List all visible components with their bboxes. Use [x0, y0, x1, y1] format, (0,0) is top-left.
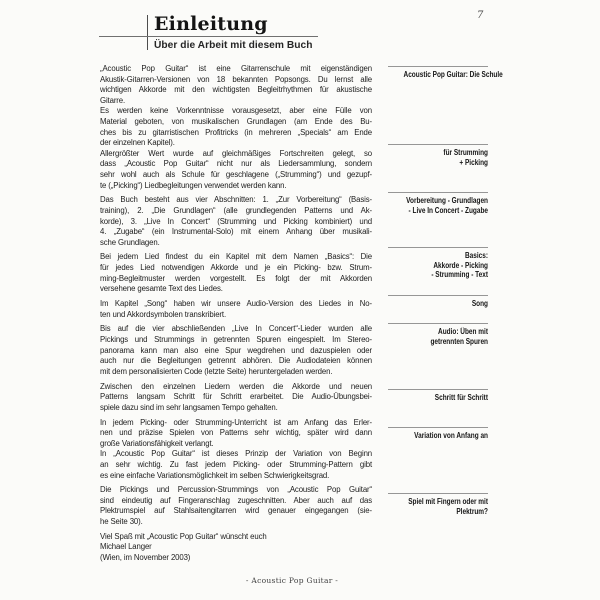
margin-note-line: Vorbereitung - Grundlagen [406, 196, 488, 205]
body-line: ches bis zu gitarristischen Profitricks (in mehreren „Specials“ am Ende [100, 127, 372, 137]
body-line: Es werden keine Vorkenntnisse vorausgesetzt, aber eine Fülle von [100, 106, 372, 116]
margin-note-line: getrennten Spuren [430, 336, 488, 346]
body-paragraph [100, 382, 372, 414]
body-paragraph [100, 532, 372, 564]
body-line: In jedem Picking- oder Strumming-Unterricht ist am Anfang das Erler- [100, 417, 372, 427]
body-line: te („Picking“) Liedbegleitungen verwendet werden kann. [100, 180, 287, 190]
body-line: Allergrößter Wert wurde auf gleichmäßiges Fortschreiten gelegt, so [100, 148, 372, 158]
body-line: ming-Begleitmuster werden vorgestellt. Es folgt der mit Akkorden [100, 273, 372, 283]
margin-note [385, 247, 488, 280]
body-line: Bis auf die vier abschließenden „Live In Concert“-Lieder wurden alle [100, 324, 372, 334]
body-line: wichtigen Akkorde mit den wichtigsten Begleitrhythmen für akustische [100, 85, 372, 95]
body-line: große Variationsfähigkeit verlangt. [100, 438, 214, 448]
body-line: Material geboten, von musikalischen Grundlagen (am Ende des Bu- [100, 116, 372, 126]
body-line: 4. „Zugabe“ (ein Instrumental-Solo) mit einem Anhang über musikali- [100, 227, 372, 237]
margin-note-line: Basics: [464, 251, 488, 260]
body-line: Im Kapitel „Song“ haben wir unsere Audio-Version des Liedes in No- [100, 299, 372, 309]
body-line: sehr wohl auch als Schule für geschlagene („Strumming“) und gezupf- [100, 169, 372, 179]
title-horizontal-rule [99, 36, 318, 37]
body-line: spiele dazu sind im sehr langsamen Tempo gehalten. [100, 402, 278, 412]
margin-note-rule [388, 66, 488, 67]
body-line: training), 2. „Die Grundlagen“ (alle grundlegenden Patterns und Ak- [100, 205, 372, 215]
body-line: sind eindeutig auf Fingeranschlag zugeschnitten. Aber auch auf das [100, 495, 372, 505]
margin-note-line: Acoustic Pop Guitar: Die Schule [403, 70, 503, 79]
page-title: Einleitung [154, 13, 268, 35]
body-paragraph [100, 299, 372, 320]
margin-note-rule [388, 389, 488, 390]
body-line: „Acoustic Pop Guitar“ ist eine Gitarrenschule mit eigenständigen [100, 64, 372, 73]
margin-note-rule [388, 144, 488, 145]
body-paragraph [100, 252, 372, 294]
margin-note [385, 493, 488, 516]
margin-note-line: Variation von Anfang an [414, 431, 488, 440]
margin-note-line: Spiel mit Fingern oder mit [408, 497, 488, 506]
margin-note [385, 427, 488, 441]
margin-note-line: - Strumming - Text [431, 270, 488, 280]
margin-note-rule [388, 323, 488, 324]
body-line: der einzelnen Kapitel). [100, 138, 175, 148]
margin-note-line: für Strumming [443, 148, 488, 157]
body-line: Akustik-Gitarren-Versionen von 18 bekannten Popsongs. Du lernst alle [100, 74, 372, 84]
body-line: Die Pickings und Percussion-Strummings von „Acoustic Pop Guitar“ [100, 485, 372, 495]
page-footer: - Acoustic Pop Guitar - [245, 576, 339, 585]
body-line: Das Buch besteht aus vier Abschnitten: 1. „Zur Vorbereitung“ (Basis- [100, 195, 372, 205]
body-line: mit dem personalisierten Code (letzte Seite) heruntergeladen werden. [100, 366, 333, 376]
body-line: dass „Acoustic Pop Guitar“ nicht nur als Liedersammlung, sondern [100, 159, 372, 169]
margin-note-rule [388, 493, 488, 494]
margin-note-line: Plektrum? [456, 506, 488, 516]
margin-note [385, 66, 503, 80]
body-line: Viel Spaß mit „Acoustic Pop Guitar“ wünscht euch [100, 531, 267, 541]
body-line: Gitarre. [100, 95, 126, 105]
body-paragraph [100, 195, 372, 248]
margin-notes-column [385, 0, 503, 600]
margin-note-line: Song [471, 299, 488, 308]
body-line: korde), 3. „Live In Concert“ (Strumming und Picking kombiniert) und [100, 216, 372, 226]
page-number: 7 [477, 10, 484, 21]
body-paragraph [100, 418, 372, 482]
body-paragraph [100, 324, 372, 377]
margin-note-rule [388, 247, 488, 248]
body-line: Zwischen den einzelnen Liedern werden die Akkorde und neuen [100, 381, 372, 391]
margin-note-line: Schritt für Schritt [434, 393, 488, 402]
body-line: für jedes Lied notwendigen Akkorde und je ein Picking- bzw. Strum- [100, 263, 372, 273]
margin-note [385, 389, 488, 403]
page-subtitle: Über die Arbeit mit diesem Buch [154, 39, 313, 51]
margin-note-rule [388, 295, 488, 296]
body-line: Bei jedem Lied findest du ein Kapitel mit dem Namen „Basics“: Die [100, 252, 372, 262]
body-line: (Wien, im November 2003) [100, 553, 191, 563]
body-paragraph [100, 485, 372, 527]
body-text-column [100, 64, 372, 564]
body-line: panorama kann man also eine Spur wegdrehen und dazuspielen oder [100, 345, 372, 355]
body-paragraph [100, 64, 372, 191]
body-line: auch nur die Begleitungen getrennt abhören. Die Audiodateien können [100, 356, 372, 366]
margin-note [385, 192, 488, 215]
body-line: Michael Langer [100, 542, 152, 552]
margin-note-rule [388, 427, 488, 428]
margin-note [385, 323, 488, 346]
margin-note-line: - Live In Concert - Zugabe [408, 205, 488, 215]
margin-note-line: Akkorde - Picking [433, 260, 488, 270]
body-line: ten und Akkordsymbolen transkribiert. [100, 309, 227, 319]
margin-note-line: Audio: Üben mit [438, 327, 488, 336]
body-line: nen und präzise Spielen von Patterns sehr wichtig, später wird dann [100, 428, 372, 438]
title-vertical-rule [147, 15, 148, 50]
margin-note-line: + Picking [459, 157, 488, 167]
body-line: Pickings und Strummings in getrennten Spuren eingespielt. Im Stereo- [100, 335, 372, 344]
body-line: Patterns langsam Schritt für Schritt erarbeitet. Die Audio-Übungsbei- [100, 392, 372, 402]
body-line: sche Grundlagen. [100, 237, 160, 247]
body-line: an sehr wichtig. Zu fast jedem Picking- oder Strumming-Pattern gibt [100, 459, 372, 469]
body-line: In „Acoustic Pop Guitar“ ist dieses Prinzip der Variation von Beginn [100, 449, 372, 459]
margin-note [385, 295, 488, 309]
body-line: Plektrumspiel auf Stahlsaitengitarren wird genauer eingegangen (sie- [100, 506, 372, 516]
margin-note-rule [388, 192, 488, 193]
body-line: es eine einfache Variationsmöglichkeit im selben Schwierigkeitsgrad. [100, 470, 330, 480]
margin-note [385, 144, 488, 167]
body-line: versehene gesamte Text des Liedes. [100, 284, 223, 294]
body-line: he Seite 30). [100, 517, 143, 527]
